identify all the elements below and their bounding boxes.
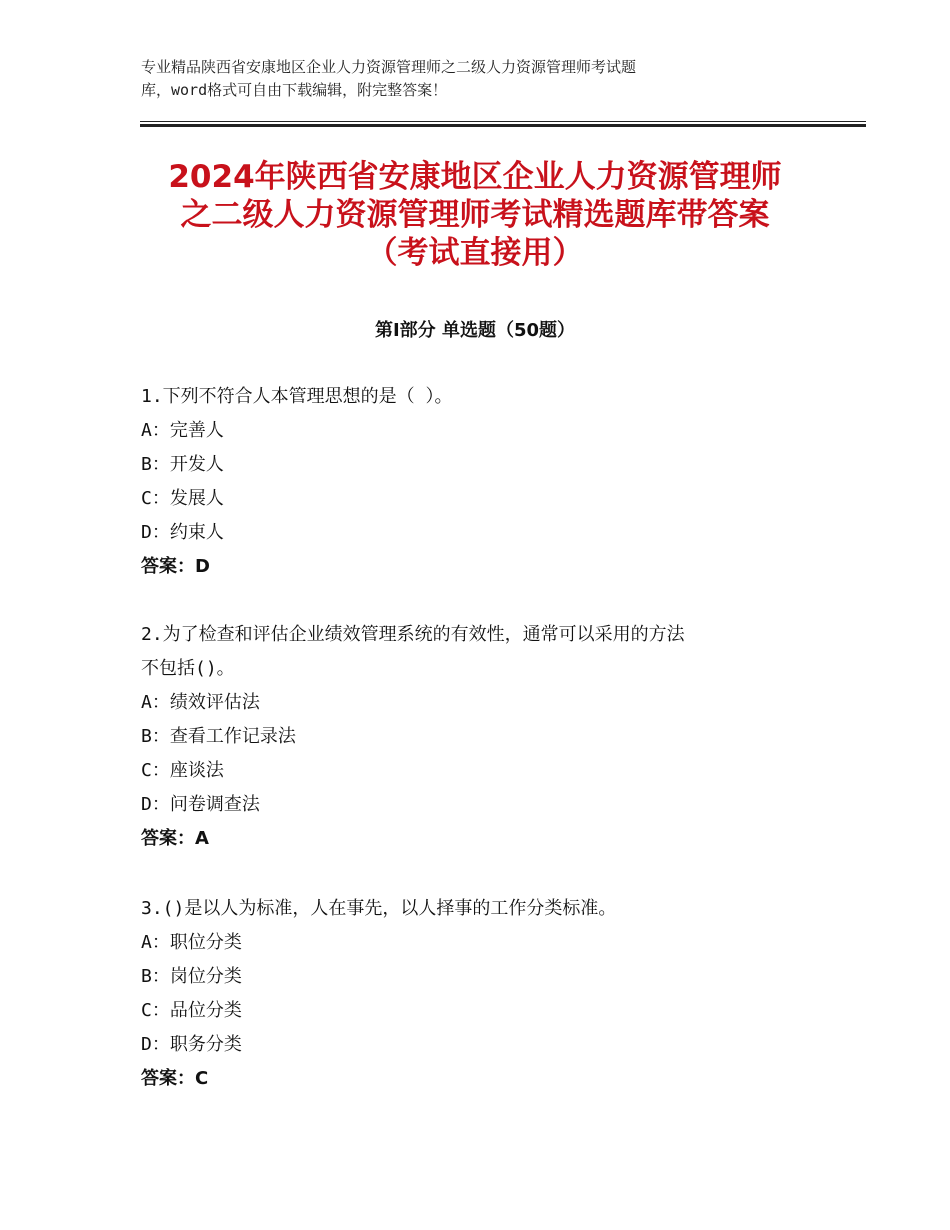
option-d: D：职务分类: [141, 1034, 242, 1055]
option-a: A：完善人: [141, 420, 224, 441]
answer: 答案：A: [141, 828, 209, 849]
option-a: A：职位分类: [141, 932, 242, 953]
option-c: C：品位分类: [141, 1000, 242, 1021]
option-b: B：岗位分类: [141, 966, 242, 987]
answer: 答案：D: [141, 556, 210, 577]
option-a: A：绩效评估法: [141, 692, 260, 713]
title-line-1: 2024年陕西省安康地区企业人力资源管理师: [168, 159, 782, 195]
option-d: D：约束人: [141, 522, 224, 543]
section-heading: 第Ⅰ部分 单选题（50题）: [374, 320, 575, 341]
question-stem: 1.下列不符合人本管理思想的是（ ）。: [141, 386, 453, 407]
question-stem: 2.为了检查和评估企业绩效管理系统的有效性，通常可以采用的方法: [141, 624, 685, 645]
question-stem-continued: 不包括()。: [141, 658, 235, 679]
option-b: B：开发人: [141, 454, 224, 475]
header-note-line-2: 库，word格式可自由下载编辑，附完整答案！: [141, 81, 448, 99]
header-divider-thick: [140, 124, 866, 127]
question-1: [141, 380, 811, 584]
option-c: C：座谈法: [141, 760, 224, 781]
option-b: B：查看工作记录法: [141, 726, 296, 747]
question-stem: 3.()是以人为标准，人在事先，以人择事的工作分类标准。: [141, 898, 617, 919]
header-divider-thin: [140, 121, 866, 122]
question-2: [141, 618, 811, 856]
question-3: [141, 892, 811, 1096]
option-d: D：问卷调查法: [141, 794, 260, 815]
header-note: [141, 56, 781, 102]
option-c: C：发展人: [141, 488, 224, 509]
title-line-2: 之二级人力资源管理师考试精选题库带答案: [180, 197, 770, 233]
title-line-3: （考试直接用）: [366, 235, 584, 271]
header-note-line-1: 专业精品陕西省安康地区企业人力资源管理师之二级人力资源管理师考试题: [141, 58, 637, 76]
answer: 答案：C: [141, 1068, 209, 1089]
document-title: [120, 158, 830, 272]
